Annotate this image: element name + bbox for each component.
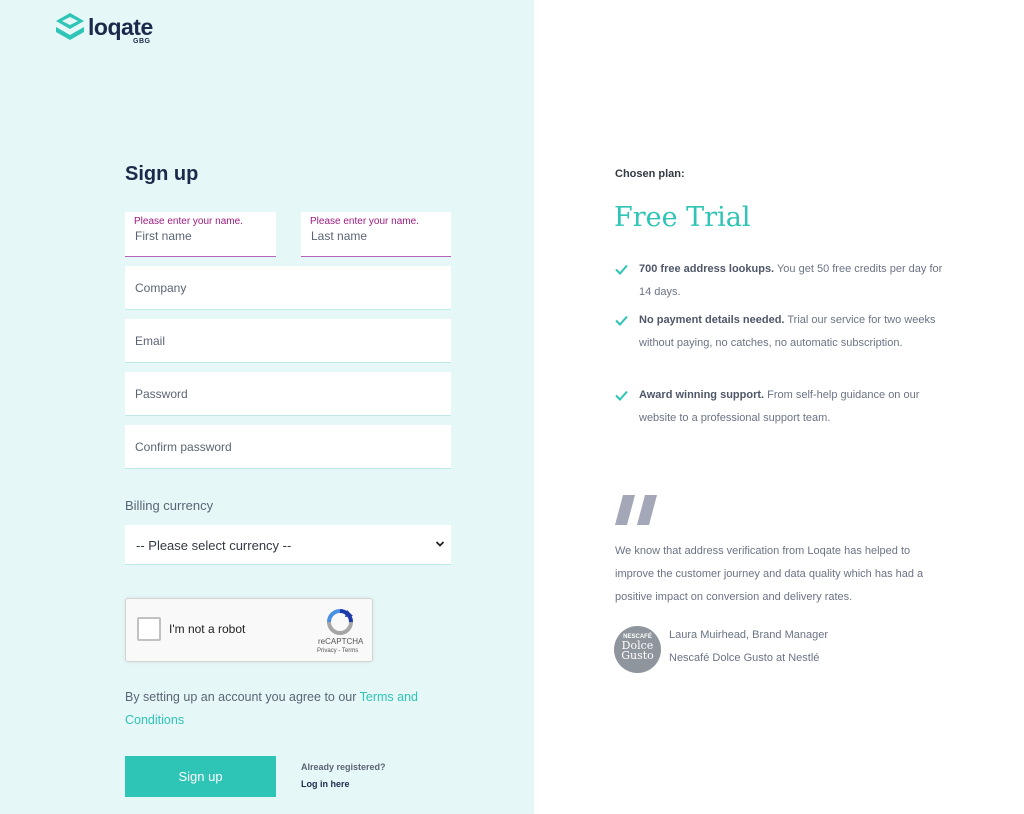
email-field[interactable] [125, 319, 451, 363]
sign-up-button[interactable]: Sign up [125, 756, 276, 797]
loqate-logo[interactable] [55, 12, 153, 45]
company-field[interactable] [125, 266, 451, 310]
recaptcha-icon [325, 607, 355, 637]
billing-currency-label: Billing currency [125, 498, 214, 513]
recaptcha-label: I'm not a robot [169, 622, 246, 636]
first-name-error: Please enter your name. [134, 216, 243, 227]
last-name-error: Please enter your name. [310, 216, 419, 227]
testimonial-quote: We know that address verification from Loqate has helped to improve the customer journey and data quality which has had a positive impact on conversion and delivery rates. [615, 545, 924, 603]
page-title: Sign up [125, 163, 199, 185]
already-registered-text: Already registered? [301, 762, 386, 772]
chosen-plan-label: Chosen plan: [615, 168, 685, 180]
feature-bold: 700 free address lookups. [639, 263, 775, 275]
recaptcha-brand: reCAPTCHA [318, 637, 364, 646]
last-name-field[interactable] [301, 212, 451, 257]
currency-select[interactable] [125, 525, 451, 565]
avatar-brand-main: Dolce Gusto [621, 639, 654, 662]
check-icon [615, 264, 628, 275]
avatar-brand-top: NESCAFÉ [623, 634, 652, 640]
terms-text [125, 686, 455, 732]
logo-wordmark: loqate [88, 14, 153, 40]
recaptcha-widget [125, 598, 373, 662]
feature-text: From self-help guidance on our website to a professional support team. [639, 389, 920, 424]
last-name-placeholder: Last name [311, 229, 368, 243]
logo-gbg: GBG [133, 38, 151, 45]
confirm-password-placeholder: Confirm password [135, 440, 232, 454]
terms-prefix: By setting up an account you agree to our [125, 690, 360, 704]
quote-icon [615, 495, 661, 525]
first-name-field[interactable] [125, 212, 276, 257]
email-placeholder: Email [135, 334, 166, 348]
avatar [614, 626, 661, 673]
check-icon [615, 315, 628, 326]
password-field[interactable] [125, 372, 451, 416]
author-name: Laura Muirhead, Brand Manager [669, 629, 828, 641]
currency-select-value: -- Please select currency -- [136, 538, 292, 553]
recaptcha-privacy-terms[interactable]: Privacy - Terms [317, 648, 359, 654]
company-placeholder: Company [135, 281, 187, 295]
feature-text: You get 50 free credits per day for 14 days. [639, 263, 943, 298]
recaptcha-checkbox[interactable] [137, 617, 161, 641]
feature-text: Trial our service for two weeks without paying, no catches, no automatic subscription. [639, 314, 936, 349]
feature-bold: Award winning support. [639, 389, 765, 401]
confirm-password-field[interactable] [125, 425, 451, 469]
chevron-down-icon [435, 539, 445, 549]
check-icon [615, 390, 628, 401]
loqate-logo-icon [55, 12, 85, 42]
author-company: Nescafé Dolce Gusto at Nestlé [669, 652, 820, 664]
terms-link[interactable]: Terms and Conditions [125, 690, 419, 727]
password-placeholder: Password [135, 387, 188, 401]
feature-bold: No payment details needed. [639, 314, 785, 326]
first-name-placeholder: First name [135, 229, 192, 243]
plan-name: Free Trial [614, 202, 751, 233]
login-link[interactable]: Log in here [301, 779, 350, 789]
testimonial-author [669, 624, 828, 670]
